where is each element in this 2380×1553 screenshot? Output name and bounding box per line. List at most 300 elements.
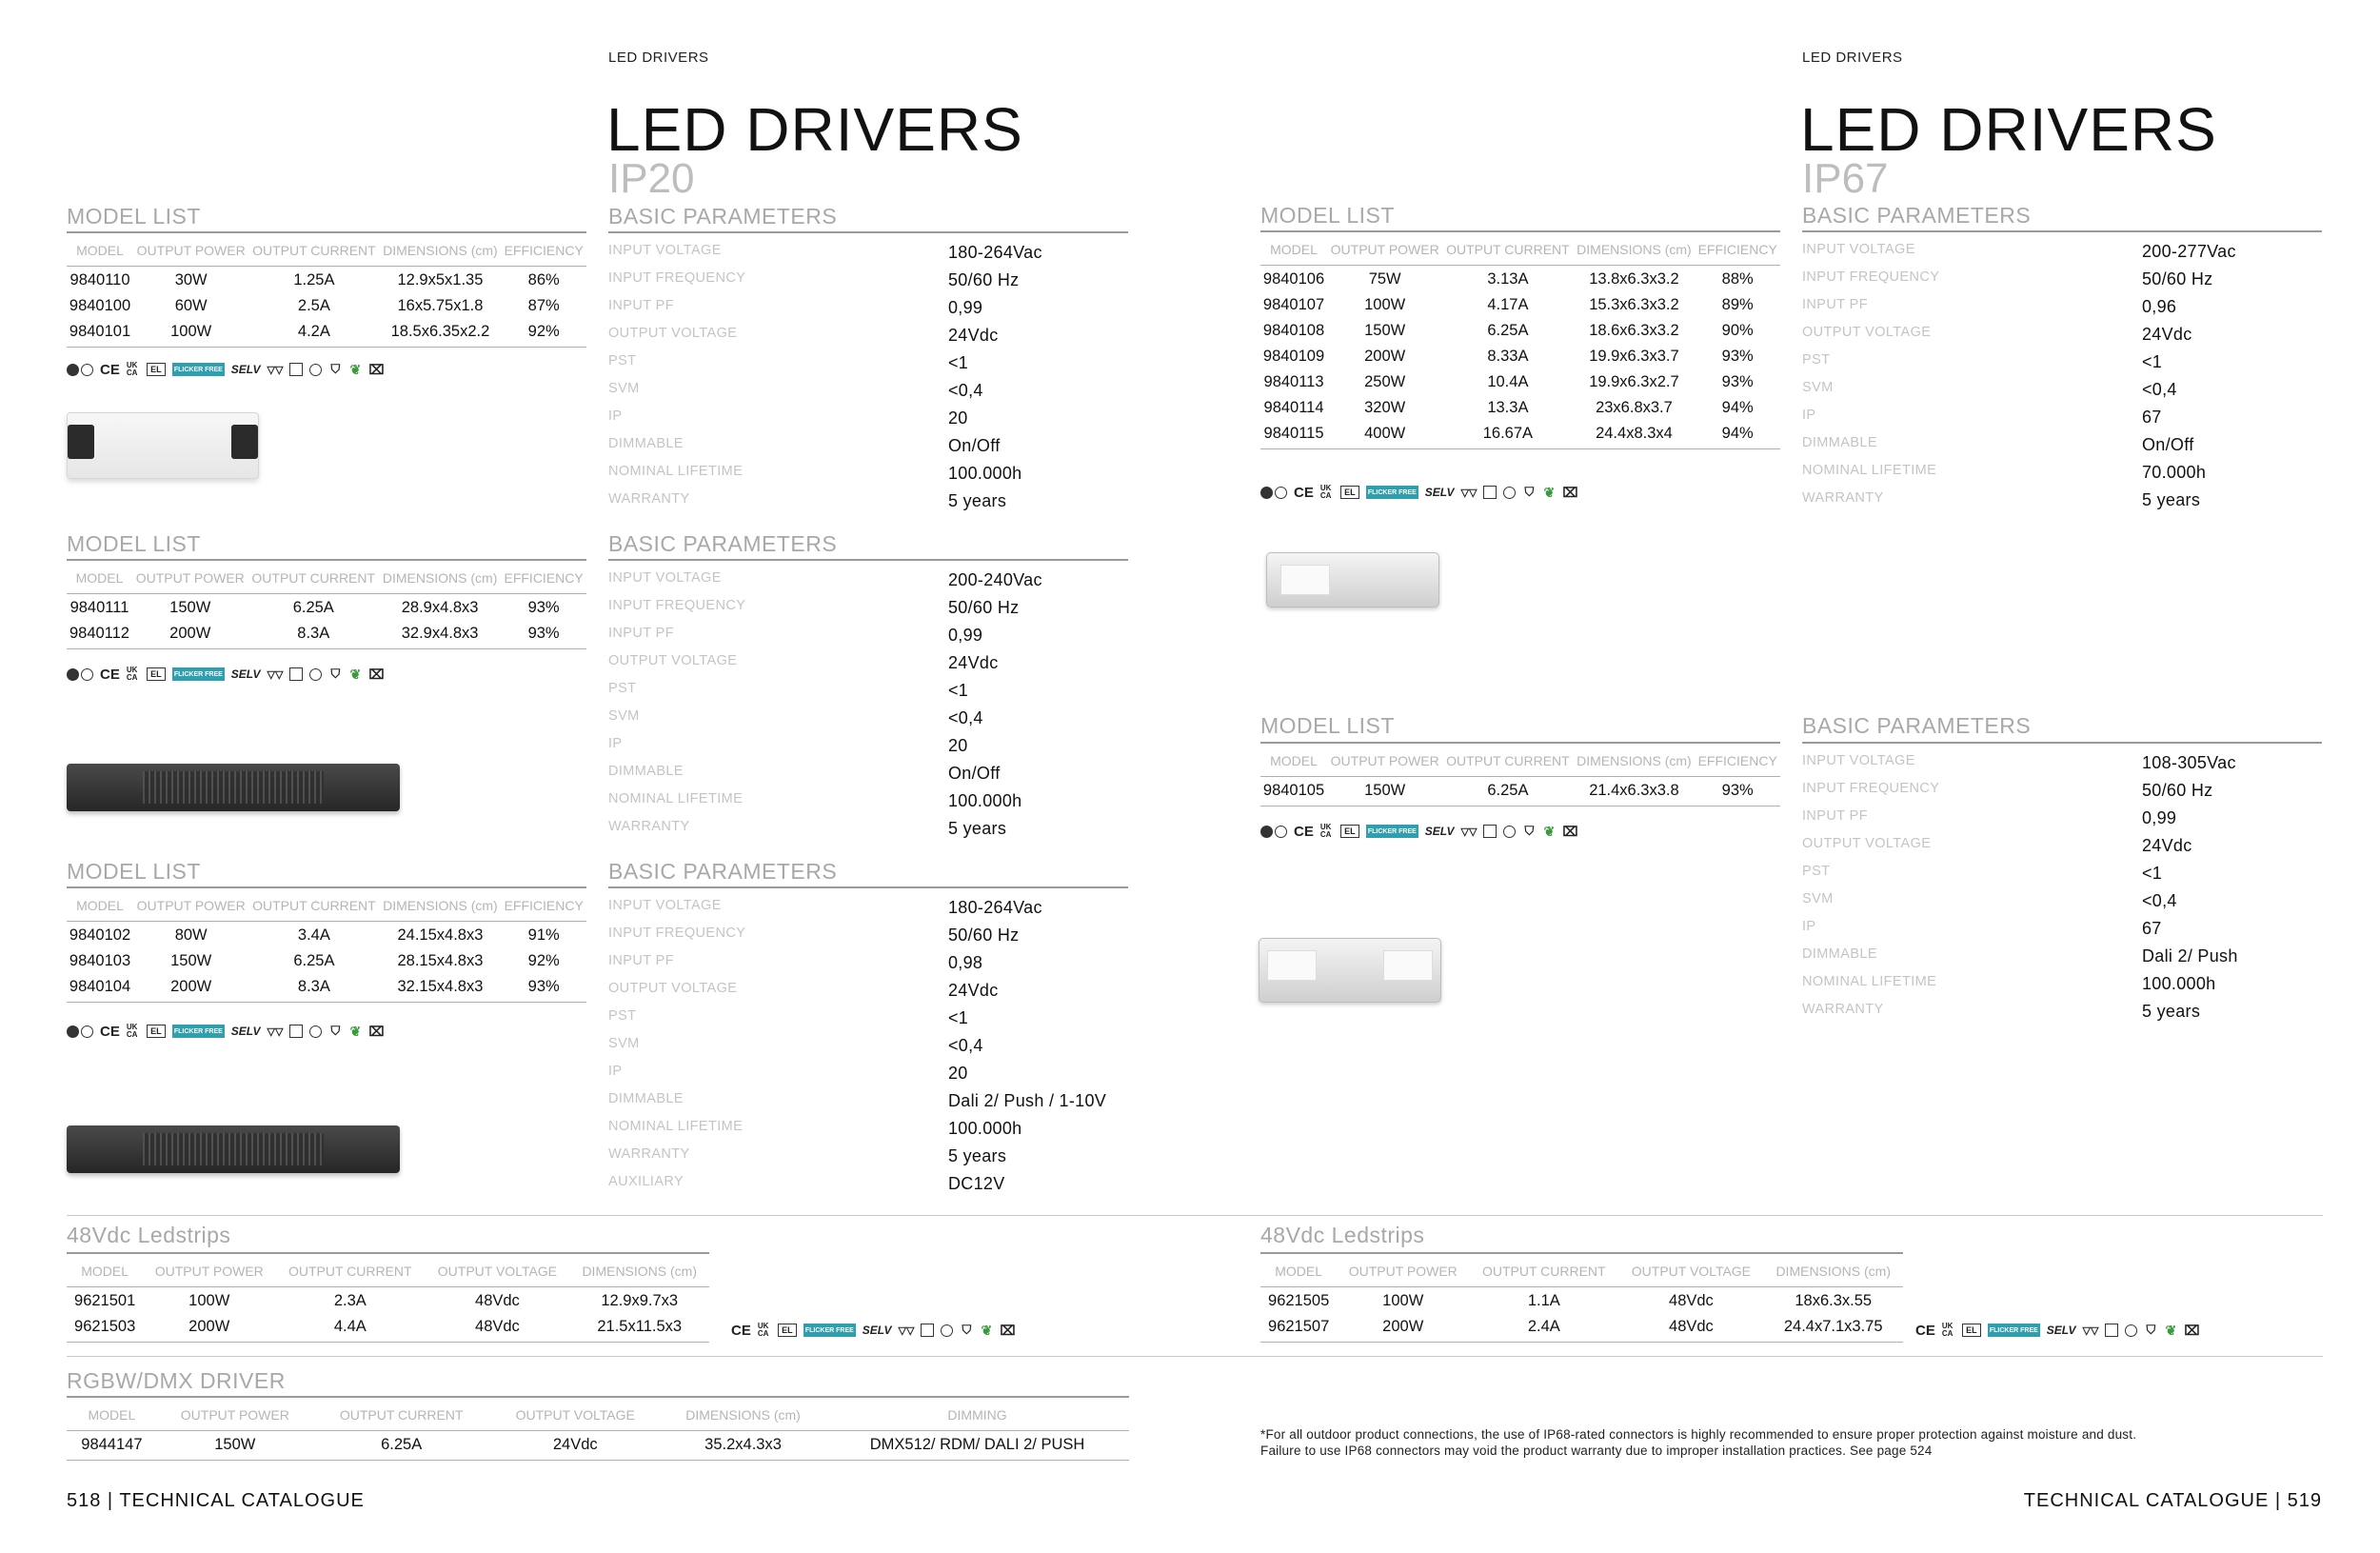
footnote-line: Failure to use IP68 connectors may void the product warranty due to improper installation practices. See page 524 [1260,1443,1933,1458]
column-header: MODEL [67,898,133,922]
certification-icons [67,361,385,378]
param-value: Dali 2/ Push [2142,946,2238,966]
safety-shield-icon: ⛉ [330,1024,341,1038]
table-cell: 9621501 [74,1292,136,1309]
table-cell: 89% [1721,296,1754,313]
param-row [1802,435,2322,463]
column-header: MODEL [1260,753,1327,777]
param-value: 180-264Vac [948,243,1042,262]
param-label: OUTPUT VOLTAGE [1802,325,1932,340]
column-header: OUTPUT POWER [1327,242,1442,266]
param-label: PST [1802,352,1831,368]
page-subtitle-left: IP20 [608,155,695,202]
table-cell: 3.13A [1487,270,1529,288]
ce-mark-icon: CE [1294,484,1314,501]
basic-params-heading: BASIC PARAMETERS [608,859,838,884]
param-row [1802,1002,2322,1029]
param-label: INPUT FREQUENCY [608,598,746,613]
param-value: 5 years [948,819,1007,838]
table-row [67,594,586,621]
param-label: DIMMABLE [608,1091,684,1106]
eco-leaf-icon: ❦ [349,1023,362,1039]
el-box-icon: EL [778,1324,797,1337]
table-row [1260,266,1780,292]
param-row [1802,946,2322,974]
certification-icons [67,1023,385,1040]
param-value: 67 [2142,919,2162,938]
rgbw-table [67,1407,1129,1461]
param-label: SVM [608,1036,640,1051]
enec-icon [1260,487,1287,499]
table-cell: 9621503 [67,1313,143,1343]
param-label: NOMINAL LIFETIME [608,464,744,479]
column-header: OUTPUT VOLTAGE [489,1407,661,1431]
param-row [1802,919,2322,946]
column-header: OUTPUT CURRENT [313,1407,490,1431]
footnote [1260,1426,2136,1459]
param-label: OUTPUT VOLTAGE [608,326,738,341]
table-cell: 8.33A [1487,348,1529,365]
ce-mark-icon: CE [1915,1322,1935,1339]
params-list [608,243,1128,519]
param-row [1802,463,2322,490]
table-cell: 9840115 [1260,420,1327,449]
table-cell: 9621507 [1260,1313,1337,1343]
heading-rule [67,886,586,888]
table-cell: 9840106 [1262,270,1325,288]
table-cell: 2.5A [297,297,330,314]
table-cell: 200W [132,620,248,649]
column-header: DIMENSIONS (cm) [1574,753,1696,777]
heading-rule [67,1252,709,1254]
weee-bin-icon: ⌧ [368,666,385,682]
table-cell: 88% [1721,270,1754,288]
table-cell: 150W [169,599,211,616]
table-cell: 2.3A [333,1292,367,1309]
table-cell: 8.3A [248,620,379,649]
param-row [608,1174,1128,1202]
page-subtitle-right: IP67 [1802,155,1889,202]
param-row [608,681,1128,708]
param-row [608,598,1128,626]
ta-circle-icon [1503,826,1516,838]
table-row [67,922,586,948]
column-header: MODEL [67,1264,143,1287]
param-row [608,408,1128,436]
eco-leaf-icon: ❦ [1543,484,1556,500]
table-cell: 19.9x6.3x3.7 [1589,348,1679,365]
product-image-silver-driver [1266,552,1439,607]
el-box-icon: EL [147,363,166,376]
param-value: 50/60 Hz [948,270,1020,289]
table-cell: 9840102 [69,926,131,944]
table-cell: 9840103 [69,952,131,969]
table-cell: 80W [174,926,208,944]
table-header-row [67,1407,1129,1431]
param-row [1802,490,2322,518]
safety-shield-icon: ⛉ [330,362,341,376]
table-cell: 400W [1327,420,1442,449]
param-row [608,1091,1128,1119]
ce-mark-icon: CE [100,666,120,683]
table-cell: 320W [1364,399,1406,416]
param-label: INPUT FREQUENCY [1802,781,1940,796]
ledstrips-table [67,1264,709,1343]
table-header-row [67,570,586,594]
table-cell: 24.4x8.3x4 [1574,420,1696,449]
param-row [1802,408,2322,435]
flicker-free-icon: FLICKER FREE [172,1025,225,1038]
table-cell: 9844147 [67,1431,157,1461]
basic-params-heading: BASIC PARAMETERS [608,204,838,229]
param-label: WARRANTY [1802,490,1884,506]
enec-icon [67,668,93,681]
table-cell: 9840107 [1262,296,1325,313]
table-header-row [67,243,586,267]
param-label: WARRANTY [1802,1002,1884,1017]
param-row [608,570,1128,598]
table-cell: 48Vdc [1618,1313,1763,1343]
table-cell: 9840108 [1262,322,1325,339]
param-value: 24Vdc [948,981,999,1000]
table-cell: 12.9x9.7x3 [601,1292,679,1309]
table-header-row [67,1264,709,1287]
ledstrips-table [1260,1264,1903,1343]
param-row [608,764,1128,791]
table-cell: 48Vdc [475,1292,520,1309]
param-row [608,243,1128,270]
enec-icon [67,1025,93,1038]
heading-rule [608,886,1128,888]
column-header: OUTPUT POWER [133,898,248,922]
param-row [608,819,1128,846]
column-header: MODEL [67,1407,157,1431]
param-label: SVM [608,708,640,724]
param-label: PST [1802,864,1831,879]
eco-leaf-icon: ❦ [349,666,362,682]
table-row [67,973,586,1003]
eco-leaf-icon: ❦ [2165,1322,2177,1338]
model-table [67,243,586,348]
ukca-icon: UK CA [126,666,138,682]
heading-rule [1260,1252,1903,1254]
section-divider [67,1215,2323,1216]
mm-triangle-icon: ▽▽ [1460,487,1478,499]
model-table [67,570,586,649]
param-value: <0,4 [2142,891,2177,910]
column-header: EFFICIENCY [501,898,586,922]
param-value: <0,4 [948,381,983,400]
column-header: DIMENSIONS (cm) [379,570,501,594]
enec-icon [67,364,93,376]
mm-triangle-icon: ▽▽ [267,364,284,376]
page-label-left: LED DRIVERS [608,50,709,66]
table-row [1260,394,1780,420]
product-image-white-driver [67,412,259,479]
param-row [608,270,1128,298]
mm-triangle-icon: ▽▽ [898,1324,915,1337]
params-list [1802,753,2322,1029]
table-row [1260,291,1780,317]
ukca-icon: UK CA [126,361,138,377]
heading-rule [608,231,1128,233]
weee-bin-icon: ⌧ [368,361,385,377]
table-cell: DMX512/ RDM/ DALI 2/ PUSH [825,1431,1129,1461]
table-cell: 60W [174,297,208,314]
param-label: SVM [608,381,640,396]
table-cell: 4.4A [275,1313,425,1343]
flicker-free-icon: FLICKER FREE [803,1324,856,1337]
param-label: NOMINAL LIFETIME [1802,974,1937,989]
selv-icon: SELV [230,363,261,376]
param-label: OUTPUT VOLTAGE [608,653,738,668]
table-cell: 6.25A [292,599,334,616]
param-row [1802,242,2322,269]
params-list [608,898,1128,1202]
param-value: 0,99 [948,626,983,645]
param-label: INPUT PF [1802,297,1868,312]
heading-rule [67,559,586,561]
column-header: OUTPUT CURRENT [248,898,379,922]
param-value: 5 years [948,491,1007,510]
table-cell: 150W [170,952,212,969]
table-cell: 16.67A [1442,420,1573,449]
class-ii-icon [1483,486,1497,499]
table-row [67,1313,709,1343]
param-value: 50/60 Hz [948,926,1020,945]
table-cell: 1.1A [1527,1292,1560,1309]
param-value: 50/60 Hz [948,598,1020,617]
table-cell: 9840104 [67,973,133,1003]
table-cell: 200W [143,1313,275,1343]
column-header: EFFICIENCY [501,243,586,267]
table-cell: 100W [188,1292,230,1309]
table-row [67,267,586,293]
table-cell: 2.4A [1469,1313,1618,1343]
column-header: OUTPUT CURRENT [1469,1264,1618,1287]
param-row [1802,352,2322,380]
weee-bin-icon: ⌧ [1000,1322,1016,1338]
column-header: MODEL [67,243,133,267]
table-cell: 19.9x6.3x2.7 [1589,373,1679,390]
param-label: INPUT FREQUENCY [608,270,746,286]
selv-icon: SELV [1424,825,1455,838]
table-cell: 9840100 [69,297,131,314]
param-row [608,898,1128,926]
class-ii-icon [921,1324,934,1337]
param-row [608,1146,1128,1174]
params-list [1802,242,2322,518]
table-cell: 21.4x6.3x3.8 [1574,777,1696,806]
flicker-free-icon: FLICKER FREE [1988,1324,2040,1337]
param-value: On/Off [948,764,1001,783]
table-cell: 6.25A [1487,322,1529,339]
table-cell: 4.17A [1487,296,1529,313]
table-cell: 9840112 [67,620,132,649]
table-cell: 28.15x4.8x3 [397,952,484,969]
table-row [67,947,586,973]
table-cell: 86% [527,271,560,289]
param-value: <1 [948,681,969,700]
param-value: 5 years [2142,1002,2201,1021]
param-row [1802,891,2322,919]
table-cell: 9840109 [1262,348,1325,365]
selv-icon: SELV [862,1324,892,1337]
param-row [608,981,1128,1008]
param-row [608,436,1128,464]
param-label: AUXILIARY [608,1174,684,1189]
param-value: 24Vdc [2142,836,2192,855]
param-label: DIMMABLE [1802,946,1877,962]
param-value: 100.000h [948,791,1022,810]
param-value: DC12V [948,1174,1005,1193]
table-cell: 8.3A [248,973,379,1003]
column-header: EFFICIENCY [1695,242,1780,266]
param-label: NOMINAL LIFETIME [1802,463,1937,478]
param-value: 100.000h [2142,974,2216,993]
section-divider [67,1356,2323,1357]
table-cell: 6.25A [293,952,335,969]
column-header: MODEL [67,570,132,594]
table-cell: 9621505 [1268,1292,1330,1309]
table-cell: 6.25A [1442,777,1573,806]
table-cell: 10.4A [1487,373,1529,390]
param-value: Dali 2/ Push / 1-10V [948,1091,1107,1110]
class-ii-icon [289,1025,303,1038]
param-label: INPUT VOLTAGE [608,243,722,258]
el-box-icon: EL [1340,825,1359,838]
product-image-black-driver [67,764,400,811]
flicker-free-icon: FLICKER FREE [1366,486,1418,499]
param-label: DIMMABLE [608,764,684,779]
param-value: 70.000h [2142,463,2207,482]
ledstrips-heading: 48Vdc Ledstrips [67,1223,231,1247]
ta-circle-icon [1503,487,1516,499]
param-row [1802,297,2322,325]
table-row [67,292,586,318]
param-label: INPUT VOLTAGE [1802,242,1915,257]
param-row [608,1008,1128,1036]
table-cell: 94% [1695,420,1780,449]
table-cell: 90% [1721,322,1754,339]
param-value: On/Off [2142,435,2194,454]
table-row [1260,317,1780,343]
table-row [67,1287,709,1314]
table-cell: 18x6.3x.55 [1795,1292,1873,1309]
ta-circle-icon [2125,1324,2137,1337]
table-cell: 32.9x4.8x3 [379,620,501,649]
ce-mark-icon: CE [100,361,120,378]
table-cell: 1.25A [293,271,335,289]
ce-mark-icon: CE [1294,823,1314,840]
column-header: OUTPUT VOLTAGE [425,1264,569,1287]
column-header: DIMENSIONS (cm) [380,898,502,922]
param-value: 24Vdc [948,326,999,345]
table-cell: 92% [501,318,586,348]
column-header: DIMENSIONS (cm) [661,1407,825,1431]
param-row [608,326,1128,353]
table-cell: 18.5x6.35x2.2 [380,318,502,348]
model-list-heading: MODEL LIST [1260,203,1395,228]
model-table [1260,242,1780,449]
param-label: SVM [1802,891,1834,906]
column-header: OUTPUT POWER [1327,753,1442,777]
model-table [67,898,586,1003]
basic-params-heading: BASIC PARAMETERS [608,531,838,556]
table-cell: 150W [1327,777,1442,806]
param-value: 24Vdc [948,653,999,672]
param-value: 100.000h [948,1119,1022,1138]
param-label: WARRANTY [608,491,690,507]
params-list [608,570,1128,846]
param-label: IP [608,1064,623,1079]
param-label: PST [608,353,637,368]
param-value: 0,99 [948,298,983,317]
param-row [608,491,1128,519]
table-cell: 150W [157,1431,313,1461]
param-value: 200-277Vac [2142,242,2236,261]
weee-bin-icon: ⌧ [2184,1322,2200,1338]
param-row [608,953,1128,981]
column-header: OUTPUT VOLTAGE [1618,1264,1763,1287]
param-label: OUTPUT VOLTAGE [1802,836,1932,851]
flicker-free-icon: FLICKER FREE [172,363,225,376]
column-header: MODEL [1260,242,1327,266]
param-label: INPUT VOLTAGE [1802,753,1915,768]
param-value: <0,4 [948,1036,983,1055]
table-row [1260,1287,1903,1314]
table-row [1260,368,1780,394]
param-row [1802,864,2322,891]
table-cell: 9840114 [1263,399,1324,416]
column-header: OUTPUT CURRENT [248,243,379,267]
param-label: INPUT PF [608,626,674,641]
param-row [608,1036,1128,1064]
ta-circle-icon [309,668,322,681]
product-image-silver-driver [1259,938,1441,1003]
column-header: OUTPUT CURRENT [1442,753,1573,777]
param-value: 0,96 [2142,297,2177,316]
table-cell: 200W [133,973,248,1003]
table-cell: 91% [527,926,560,944]
param-row [608,708,1128,736]
param-row [608,653,1128,681]
param-row [608,1064,1128,1091]
param-label: PST [608,681,637,696]
selv-icon: SELV [230,667,261,681]
ukca-icon: UK CA [757,1322,769,1338]
table-cell: 93% [1721,348,1754,365]
el-box-icon: EL [1340,486,1359,499]
param-row [1802,836,2322,864]
weee-bin-icon: ⌧ [1562,823,1578,839]
rgbw-heading: RGBW/DMX DRIVER [67,1368,286,1393]
model-list-heading: MODEL LIST [1260,713,1395,738]
param-row [608,626,1128,653]
param-value: 5 years [948,1146,1007,1165]
ukca-icon: UK CA [1941,1322,1954,1338]
heading-rule [1802,742,2322,744]
column-header: OUTPUT POWER [132,570,248,594]
table-cell: 93% [501,973,586,1003]
table-cell: 93% [1721,373,1754,390]
heading-rule [1260,742,1780,744]
table-row [67,620,586,649]
table-row [1260,343,1780,368]
selv-icon: SELV [2046,1324,2076,1337]
table-row [67,1431,1129,1461]
class-ii-icon [289,363,303,376]
